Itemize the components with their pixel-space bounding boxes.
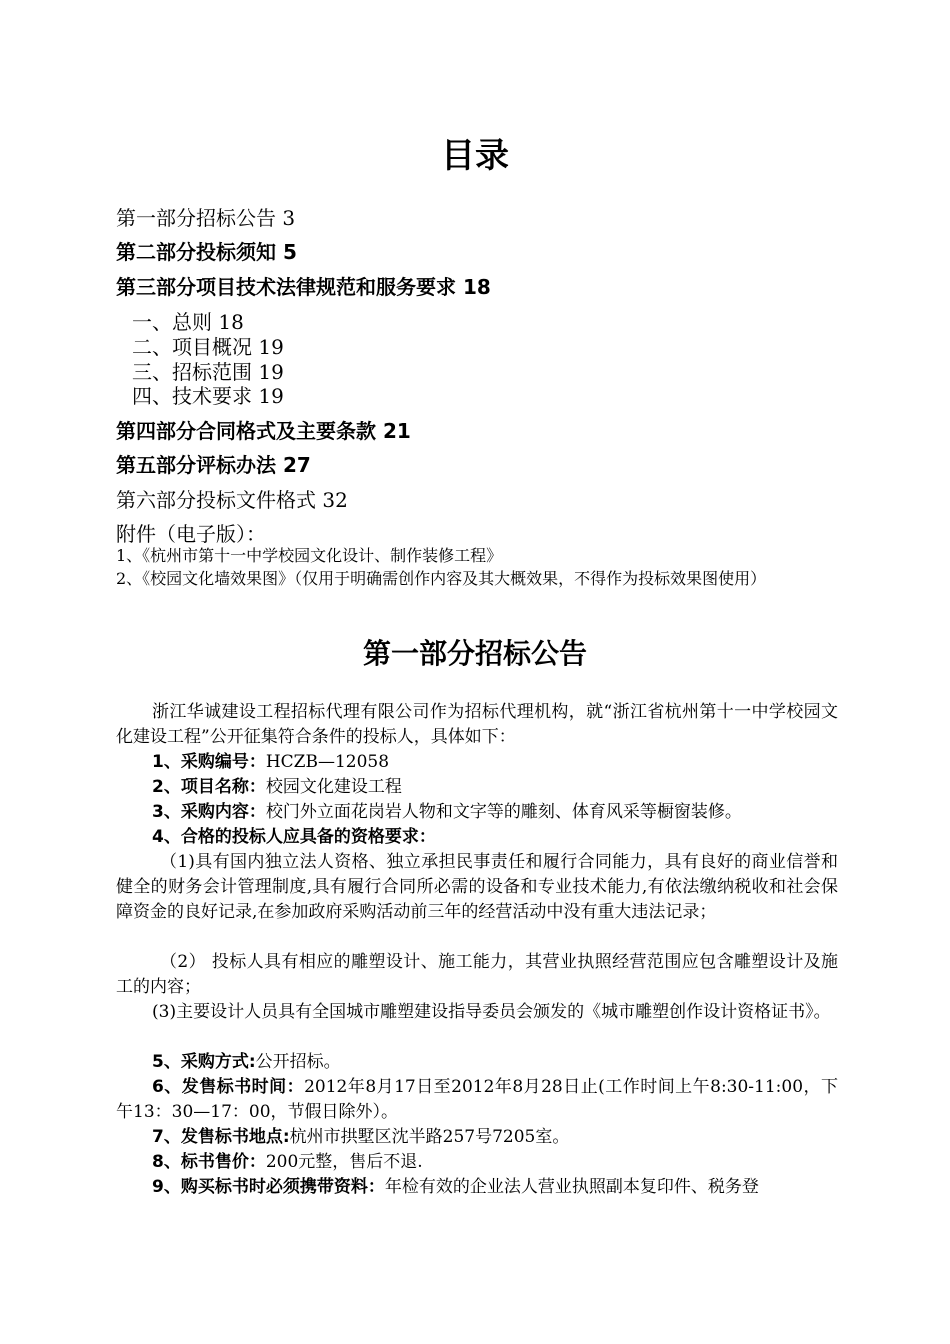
toc-attachments-heading: 附件（电子版）： <box>116 522 266 546</box>
toc-item-part2[interactable]: 第二部分投标须知 5 <box>116 240 297 264</box>
qualification-1: （1)具有国内独立法人资格、独立承担民事责任和履行合同能力，具有良好的商业信誉和健全的财务会计管理制度,具有履行合同所必需的设备和专业技术能力,有依法缴纳税收和社会保障资金的良好记录,在参加政府采购活动前三年的经营活动中没有重大违法记录； <box>116 852 838 922</box>
toc-item-part4[interactable]: 第四部分合同格式及主要条款 21 <box>116 419 411 443</box>
item-label: 8、标书售价： <box>152 1152 266 1172</box>
item-qualification-heading <box>116 825 838 850</box>
item-procurement-no <box>116 750 838 775</box>
item-label: 5、采购方式: <box>152 1052 256 1072</box>
toc-item-part5[interactable]: 第五部分评标办法 27 <box>116 453 311 477</box>
item-price <box>116 1150 838 1175</box>
item-value: 杭州市拱墅区沈半路257号7205室。 <box>289 1127 570 1147</box>
item-value: 校园文化建设工程 <box>265 777 402 797</box>
toc-item-part6[interactable]: 第六部分投标文件格式 32 <box>116 488 348 512</box>
item-sale-time <box>116 1075 838 1125</box>
item-label: 4、合格的投标人应具备的资格要求： <box>152 827 436 847</box>
item-value: 年检有效的企业法人营业执照副本复印件、税务登 <box>384 1177 759 1197</box>
attachment-item-2: 2、《校园文化墙效果图》（仅用于明确需创作内容及其大概效果，不得作为投标效果图使用） <box>116 569 767 588</box>
toc-title: 目录 <box>441 136 509 176</box>
item-value: 公开招标。 <box>255 1052 341 1072</box>
qualification-2: （2） 投标人具有相应的雕塑设计、施工能力，其营业执照经营范围应包含雕塑设计及施工的内容； <box>116 952 838 997</box>
item-label: 2、项目名称： <box>152 777 266 797</box>
item-label: 3、采购内容： <box>152 802 266 822</box>
toc-item-part3[interactable]: 第三部分项目技术法律规范和服务要求 18 <box>116 275 491 299</box>
item-procurement-method <box>116 1050 838 1075</box>
item-label: 9、购买标书时必须携带资料： <box>152 1177 385 1197</box>
toc-item-part1[interactable]: 第一部分招标公告 3 <box>116 206 296 230</box>
item-value: 2012年8月17日至2012年8月28日止(工作时间上午8:30-11:00，下午13：30—17：00，节假日除外）。 <box>116 1077 838 1122</box>
toc-subitem-general[interactable]: 一、总则 18 <box>132 310 244 334</box>
item-label: 6、发售标书时间： <box>152 1077 305 1097</box>
qualification-3: (3)主要设计人员具有全国城市雕塑建设指导委员会颁发的《城市雕塑创作设计资格证书》。 <box>152 1002 831 1022</box>
item-required-docs <box>116 1175 838 1200</box>
toc-subitem-scope[interactable]: 三、招标范围 19 <box>132 360 284 384</box>
toc-subitem-tech[interactable]: 四、技术要求 19 <box>132 384 284 408</box>
section-title: 第一部分招标公告 <box>362 637 587 670</box>
item-label: 1、采购编号： <box>152 752 266 772</box>
item-value: 校门外立面花岗岩人物和文字等的雕刻、体育风采等橱窗装修。 <box>265 802 742 822</box>
attachment-item-1: 1、《杭州市第十一中学校园文化设计、制作装修工程》 <box>116 546 503 565</box>
item-label: 7、发售标书地点: <box>152 1127 290 1147</box>
item-value: HCZB—12058 <box>265 752 390 772</box>
item-value: 200元整，售后不退. <box>265 1152 423 1172</box>
item-project-name <box>116 775 838 800</box>
intro-paragraph: 浙江华诚建设工程招标代理有限公司作为招标代理机构，就“浙江省杭州第十一中学校园文化建设工程”公开征集符合条件的投标人，具体如下： <box>116 702 838 747</box>
toc-subitem-overview[interactable]: 二、项目概况 19 <box>132 335 284 359</box>
item-procurement-content <box>116 800 838 825</box>
item-sale-location <box>116 1125 838 1150</box>
